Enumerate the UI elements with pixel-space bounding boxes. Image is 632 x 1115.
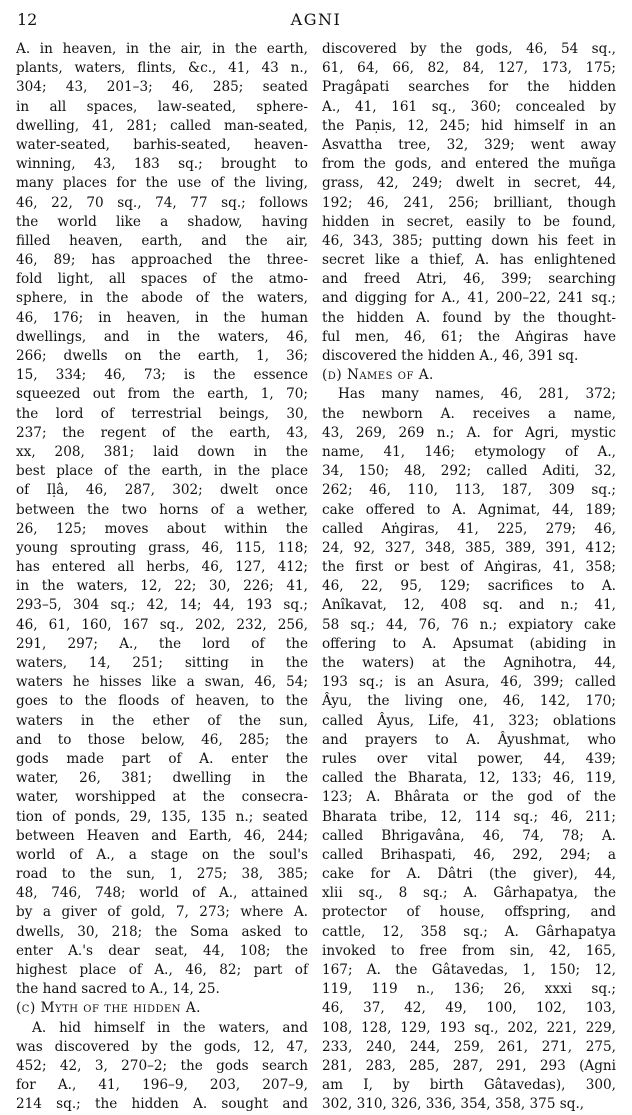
index-line: 48, 746, 748; world of A., attained — [16, 885, 308, 902]
index-line: Bharata tribe, 12, 114 sq.; 46, 211; — [322, 808, 616, 825]
index-line: the lord of terrestrial beings, 30, — [16, 405, 308, 422]
index-line: between the two horns of a wether, — [16, 501, 308, 518]
index-line: 233, 240, 244, 259, 261, 271, 275, — [322, 1038, 616, 1055]
index-line: the hidden A. found by the thought- — [322, 309, 616, 326]
index-line: Has many names, 46, 281, 372; — [338, 386, 616, 403]
index-line: grass, 42, 249; dwelt in secret, 44, — [322, 175, 616, 192]
index-line: 58 sq.; 44, 76, 76 n.; expiatory cake — [322, 616, 616, 633]
index-line: dwells, 30, 218; the Soma asked to — [16, 923, 308, 940]
index-line: 167; A. the Gâtavedas, 1, 150; 12, — [322, 962, 616, 978]
index-line: 46, 22, 95, 129; sacrifices to A. — [322, 578, 616, 595]
index-line: 304; 43, 201–3; 46, 285; seated — [16, 79, 308, 96]
index-line: winning, 43, 183 sq.; brought to — [16, 156, 308, 173]
index-line: road to the sun, 1, 275; 38, 385; — [16, 866, 308, 883]
index-line: 26, 125; moves about within the — [16, 520, 308, 537]
index-line: squeezed out from the earth, 1, 70; — [16, 386, 308, 403]
index-line: enter A.'s dear seat, 44, 108; the — [16, 942, 308, 959]
index-line: filled heaven, earth, and the air, — [16, 232, 308, 249]
section-heading: (d) Names of A. — [322, 367, 434, 384]
index-line: waters he hisses like a swan, 46, 54; — [16, 674, 308, 691]
index-line: xx, 208, 381; laid down in the — [16, 443, 308, 460]
index-line: Âyu, the living one, 46, 142, 170; — [322, 693, 616, 710]
index-line: am I, by birth Gâtavedas), 300, — [322, 1077, 616, 1094]
index-line: water, worshipped at the consecra- — [16, 789, 308, 806]
index-line: gods made part of A. enter the — [16, 750, 308, 767]
index-line: for A., 41, 196–9, 203, 207–9, — [16, 1077, 308, 1094]
index-line: 281, 283, 285, 287, 291, 293 (Agni — [322, 1057, 616, 1074]
index-line: the waters) at the Agnihotra, 44, — [322, 655, 616, 671]
index-line: 123; A. Bhârata or the god of the — [322, 789, 616, 806]
index-line: xlii sq., 8 sq.; A. Gârhapatya, the — [322, 885, 616, 902]
index-line: waters in the ether of the sun, — [16, 712, 308, 729]
index-line: Pragâpati searches for the hidden — [322, 79, 616, 96]
index-line: 24, 92, 327, 348, 385, 389, 391, 412; — [322, 539, 616, 556]
index-line: secret like a thief, A. has enlightened — [322, 252, 616, 269]
index-line: called Aṅgiras, 41, 225, 279; 46, — [322, 520, 616, 537]
index-line: Anîkavat, 12, 408 sq. and n.; 41, — [322, 597, 616, 614]
index-line: from the gods, and entered the muñga — [322, 156, 616, 173]
index-line: has entered all herbs, 46, 127, 412; — [16, 559, 308, 576]
index-line: 291, 297; A., the lord of the — [16, 635, 308, 652]
index-line: discovered the hidden A., 46, 391 sq. — [322, 348, 579, 364]
index-line: protector of house, offspring, and — [322, 904, 616, 921]
index-line: of Iḷâ, 46, 287, 302; dwelt once — [16, 482, 308, 499]
index-line: the hand sacred to A., 14, 25. — [16, 981, 220, 998]
index-line: and to those below, 46, 285; the — [16, 731, 308, 748]
index-line: 46, 89; has approached the three- — [16, 252, 308, 269]
index-line: goes to the floods of heaven, to the — [16, 693, 308, 710]
index-line: tion of ponds, 29, 135, 135 n.; seated — [16, 808, 308, 825]
index-line: 46, 176; in heaven, in the human — [16, 309, 308, 326]
index-line: sphere, in the abode of the waters, — [16, 290, 308, 307]
index-line: 34, 150; 48, 292; called Aditi, 32, — [322, 463, 616, 480]
index-line: the world like a shadow, having — [16, 213, 308, 230]
index-line: dwelling, 41, 281; called man-seated, — [16, 117, 308, 134]
index-line: the first or best of Aṅgiras, 41, 358; — [322, 559, 616, 576]
running-title: AGNI — [290, 10, 342, 29]
index-line: cake for A. Dâtri (the giver), 44, — [322, 866, 616, 883]
index-line: called Âyus, Life, 41, 323; oblations — [322, 712, 616, 729]
index-line: many places for the use of the living, — [16, 175, 308, 192]
index-line: ful men, 46, 61; the Aṅgiras have — [322, 328, 616, 345]
index-line: and freed Atri, 46, 399; searching — [322, 271, 616, 288]
index-line: offering to A. Apsumat (abiding in — [322, 635, 616, 652]
index-line: water-seated, barhis-seated, heaven- — [16, 136, 308, 153]
index-line: between Heaven and Earth, 46, 244; — [16, 827, 308, 844]
index-line: and digging for A., 41, 200–22, 241 sq.; — [322, 290, 616, 307]
index-line: young sprouting grass, 46, 115, 118; — [16, 539, 308, 556]
index-line: discovered by the gods, 46, 54 sq., — [322, 41, 616, 57]
index-line: the newborn A. receives a name, — [322, 405, 616, 422]
index-line: world of A., a stage on the soul's — [16, 846, 308, 863]
index-line: 237; the regent of the earth, 43, — [16, 424, 308, 441]
index-line: water, 26, 381; dwelling in the — [16, 770, 308, 787]
index-line: fold light, all spaces of the atmo- — [16, 271, 308, 288]
index-line: 302, 310, 326, 336, 354, 358, 375 sq., — [322, 1096, 585, 1113]
index-line: invoked to free from sin, 42, 165, — [322, 942, 616, 959]
index-line: 452; 42, 3, 270–2; the gods search — [16, 1057, 308, 1074]
index-line: 46, 37, 42, 49, 100, 102, 103, — [322, 1000, 616, 1017]
index-line: hidden in secret, easily to be found, — [322, 213, 616, 230]
index-line: best place of the earth, in the place — [16, 463, 308, 480]
index-line: rules over vital power, 44, 439; — [322, 750, 616, 767]
index-line: 262; 46, 110, 113, 187, 309 sq.; — [322, 482, 616, 499]
running-header — [0, 10, 632, 34]
index-line: 119, 119 n., 136; 26, xxxi sq.; — [322, 981, 616, 998]
index-line: 108, 128, 129, 193 sq., 202, 221, 229, — [322, 1019, 616, 1036]
index-line: 266; dwells on the earth, 1, 36; — [16, 348, 308, 364]
index-line: highest place of A., 46, 82; part of — [16, 962, 308, 978]
index-line: cake offered to A. Agnimat, 44, 189; — [322, 501, 616, 518]
index-line: called Brihaspati, 46, 292, 294; a — [322, 846, 616, 863]
index-line: and prayers to A. Âyushmat, who — [322, 731, 616, 748]
index-line: name, 41, 146; etymology of A., — [322, 443, 616, 460]
index-line: waters, 14, 251; sitting in the — [16, 655, 308, 671]
left-column — [16, 40, 308, 1115]
index-line: plants, waters, flints, &c., 41, 43 n., — [16, 60, 308, 77]
index-line: the Paṇis, 12, 245; hid himself in an — [322, 117, 616, 134]
section-heading: (c) Myth of the hidden A. — [16, 1000, 201, 1017]
index-line: in the waters, 12, 22; 30, 226; 41, — [16, 578, 308, 595]
index-line: 61, 64, 66, 82, 84, 127, 173, 175; — [322, 60, 616, 77]
index-line: 15, 334; 46, 73; is the essence — [16, 367, 308, 384]
index-line: 46, 61, 160, 167 sq., 202, 232, 256, — [16, 616, 308, 633]
index-line: 46, 343, 385; putting down his feet in — [322, 232, 616, 249]
index-line: 193 sq.; is an Asura, 46, 399; called — [322, 674, 616, 691]
index-line: 214 sq.; the hidden A. sought and — [16, 1096, 308, 1113]
index-line: 293–5, 304 sq.; 42, 14; 44, 193 sq.; — [16, 597, 308, 614]
index-line: dwellings, and in the waters, 46, — [16, 328, 308, 345]
index-line: was discovered by the gods, 12, 47, — [16, 1038, 308, 1055]
index-line: cattle, 12, 358 sq.; A. Gârhapatya — [322, 923, 616, 940]
index-line: called the Bharata, 12, 133; 46, 119, — [322, 770, 616, 787]
index-line: 46, 22, 70 sq., 74, 77 sq.; follows — [16, 194, 308, 211]
index-line: Asvattha tree, 32, 329; went away — [322, 136, 616, 153]
index-line: in all spaces, law-seated, sphere- — [16, 98, 308, 115]
page-number: 12 — [17, 10, 38, 29]
index-line: A. in heaven, in the air, in the earth, — [16, 41, 308, 57]
index-line: called Bhrigavâna, 46, 74, 78; A. — [322, 827, 616, 844]
index-line: by a giver of gold, 7, 273; where A. — [16, 904, 308, 921]
index-line: A., 41, 161 sq., 360; concealed by — [322, 98, 616, 115]
index-line: 43, 269, 269 n.; A. for Agri, mystic — [322, 424, 616, 441]
index-line: A. hid himself in the waters, and — [32, 1019, 308, 1036]
right-column — [322, 40, 616, 1115]
index-line: 192; 46, 241, 256; brilliant, though — [322, 194, 616, 211]
